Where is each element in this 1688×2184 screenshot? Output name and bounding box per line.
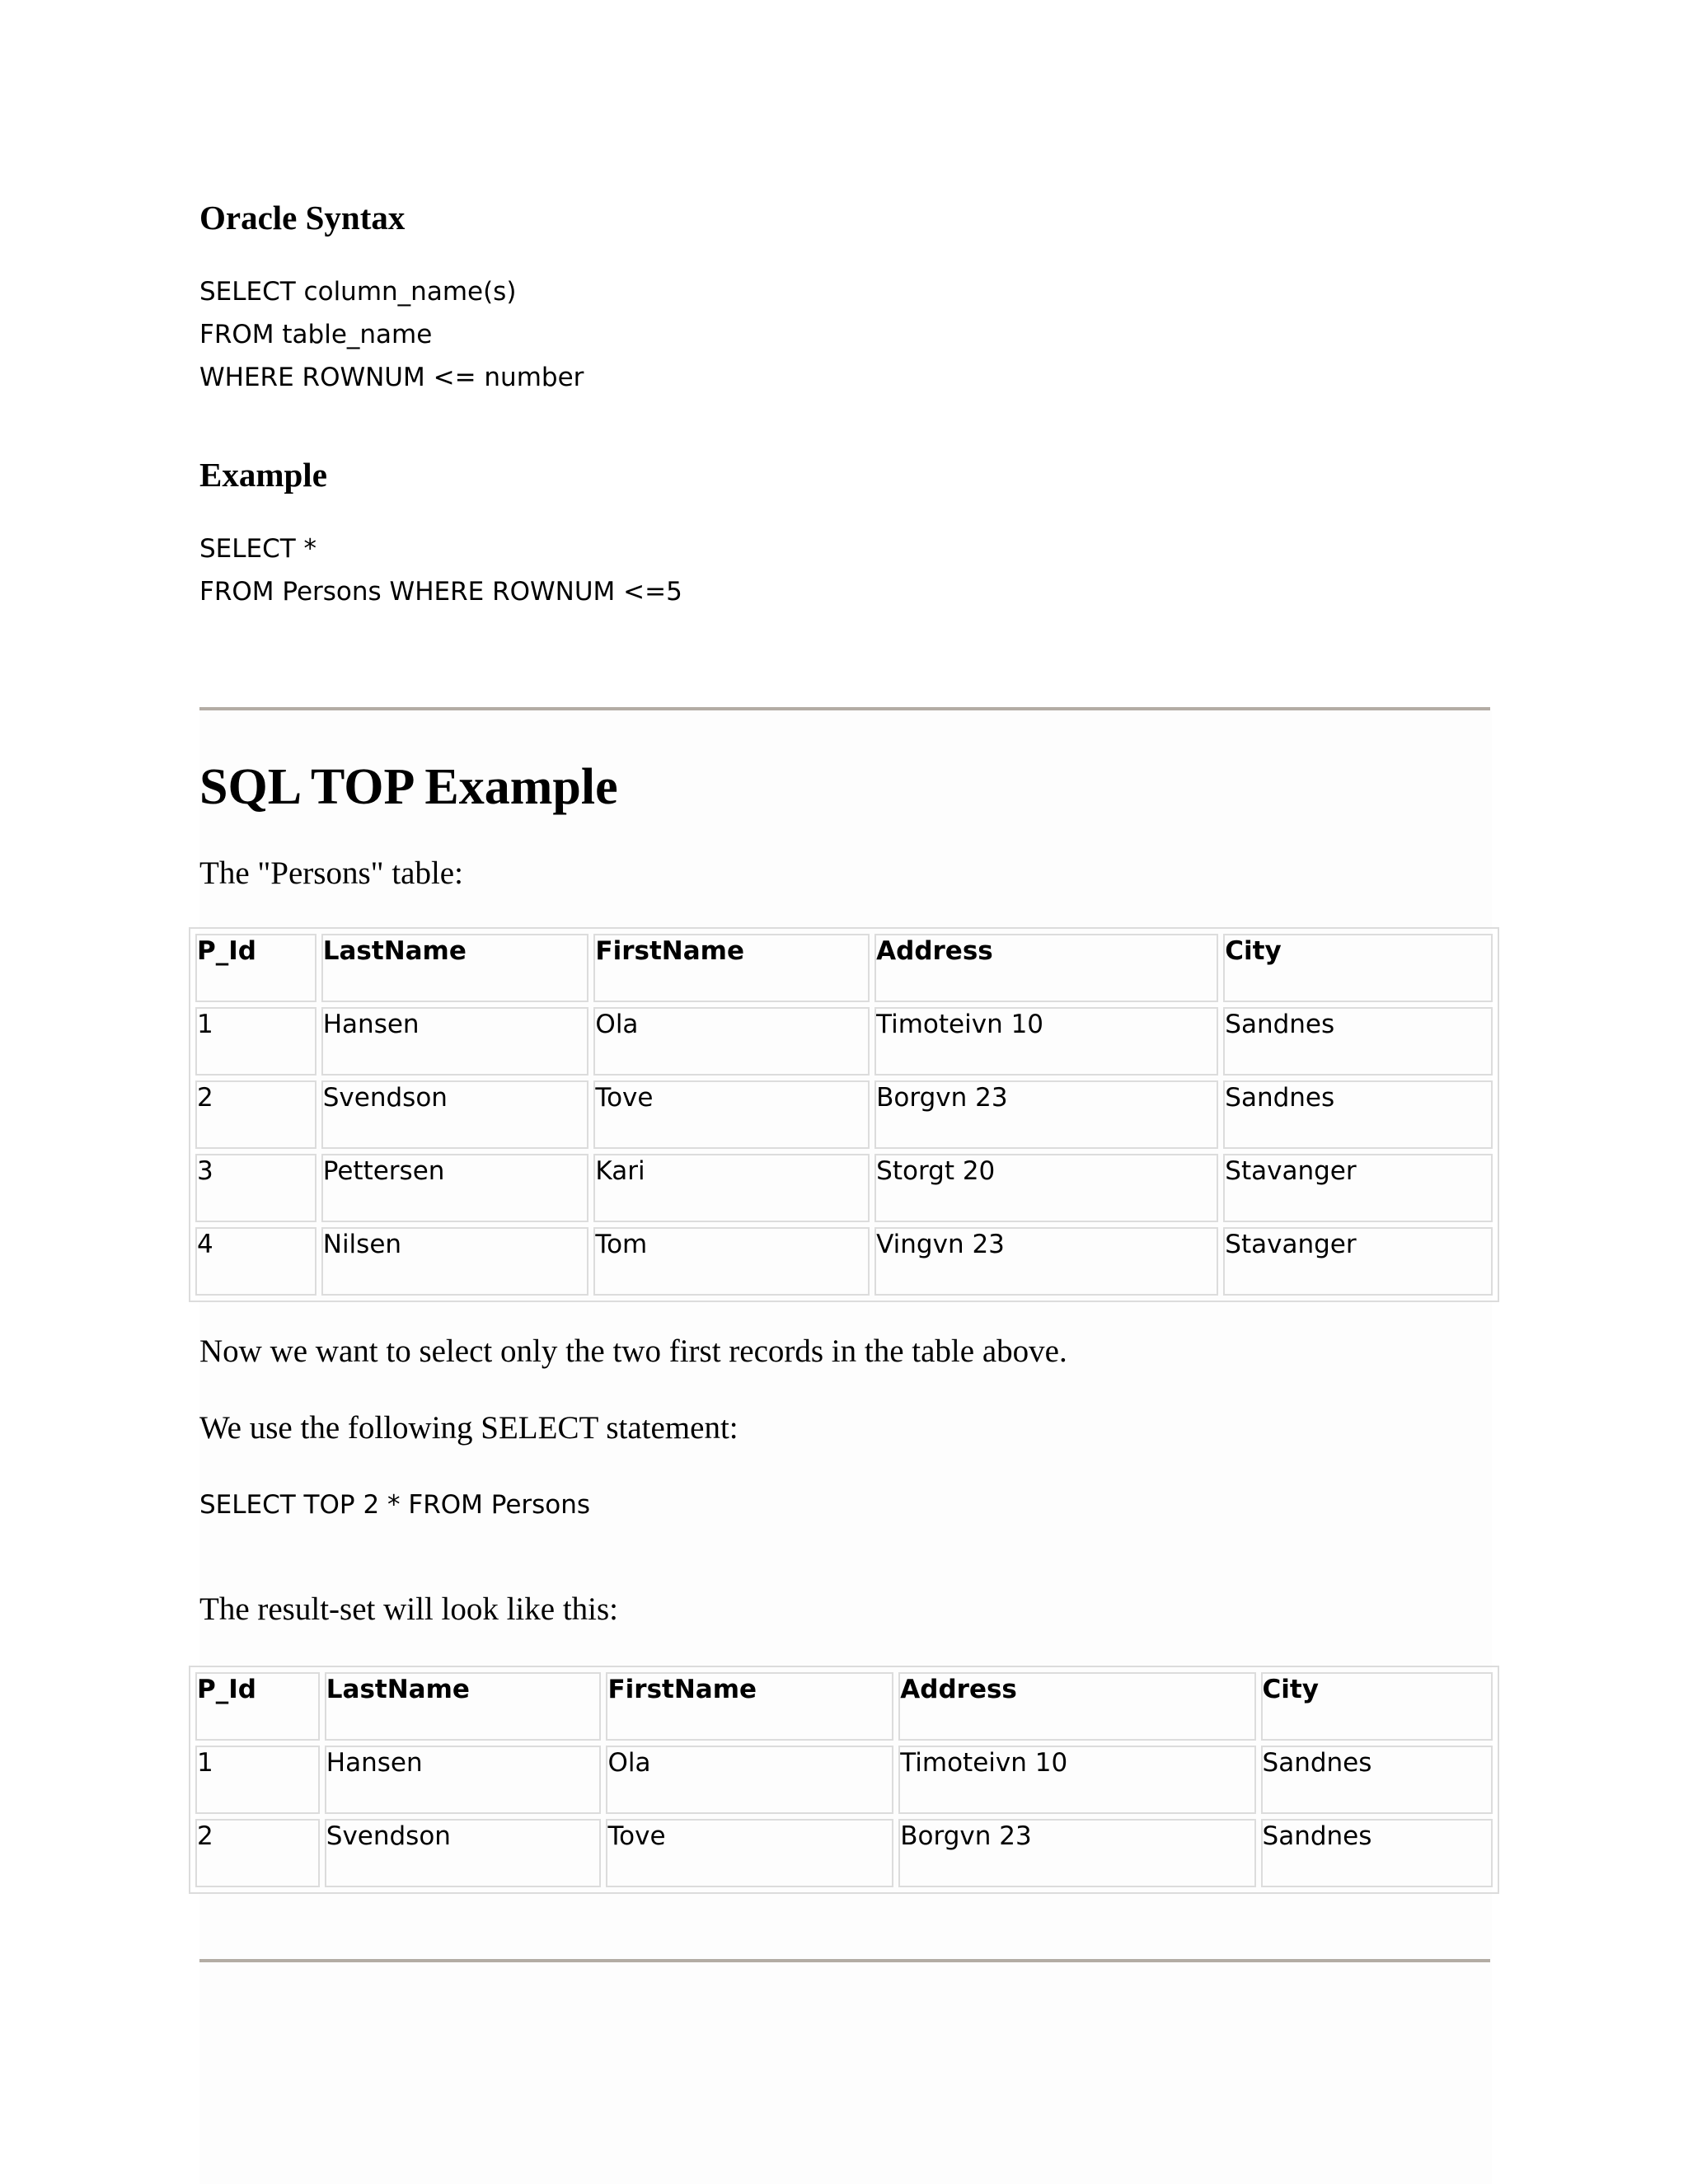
table-cell: 1	[195, 1007, 316, 1076]
table-cell: Pettersen	[321, 1154, 589, 1222]
table-row	[195, 1154, 1493, 1222]
table-cell: Sandnes	[1223, 1007, 1493, 1076]
table-cell: Borgvn 23	[874, 1080, 1218, 1149]
horizontal-rule	[199, 1959, 1490, 1962]
code-line: SELECT TOP 2 * FROM Persons	[199, 1490, 591, 1520]
code-line: FROM Persons WHERE ROWNUM <=5	[199, 577, 682, 607]
column-header: Address	[898, 1672, 1255, 1741]
oracle-syntax-heading: Oracle Syntax	[199, 199, 406, 237]
table-cell: Tove	[593, 1080, 870, 1149]
oracle-syntax-code	[199, 270, 584, 399]
column-header: LastName	[325, 1672, 602, 1741]
column-header: P_Id	[195, 1672, 320, 1741]
column-header: P_Id	[195, 934, 316, 1002]
table-cell: 4	[195, 1227, 316, 1296]
code-line: FROM table_name	[199, 320, 433, 349]
table-cell: Sandnes	[1261, 1819, 1493, 1887]
statement-intro-text: We use the following SELECT statement:	[199, 1410, 738, 1446]
column-header: FirstName	[606, 1672, 893, 1741]
table-header-row	[195, 1672, 1493, 1741]
table-row	[195, 1227, 1493, 1296]
select-top-code	[199, 1483, 590, 1526]
result-set-intro: The result-set will look like this:	[199, 1591, 619, 1627]
column-header: Address	[874, 934, 1218, 1002]
table-cell: Storgt 20	[874, 1154, 1218, 1222]
code-line: SELECT column_name(s)	[199, 277, 517, 307]
table-cell: 3	[195, 1154, 316, 1222]
table-cell: 2	[195, 1819, 320, 1887]
explanation-text: Now we want to select only the two first records in the table above.	[199, 1333, 1067, 1369]
column-header: City	[1261, 1672, 1493, 1741]
page-title: SQL TOP Example	[199, 759, 618, 815]
table-cell: Sandnes	[1261, 1746, 1493, 1814]
persons-table	[189, 927, 1499, 1302]
example-heading: Example	[199, 456, 327, 494]
table-cell: Kari	[593, 1154, 870, 1222]
table-cell: Ola	[606, 1746, 893, 1814]
table-cell: Hansen	[321, 1007, 589, 1076]
code-line: SELECT *	[199, 534, 317, 564]
table-cell: Ola	[593, 1007, 870, 1076]
persons-table-intro: The "Persons" table:	[199, 855, 463, 891]
table-cell: 2	[195, 1080, 316, 1149]
table-cell: Nilsen	[321, 1227, 589, 1296]
table-cell: 1	[195, 1746, 320, 1814]
table-row	[195, 1007, 1493, 1076]
table-cell: Hansen	[325, 1746, 602, 1814]
table-cell: Tove	[606, 1819, 893, 1887]
table-cell: Timoteivn 10	[874, 1007, 1218, 1076]
table-cell: Svendson	[321, 1080, 589, 1149]
example-code	[199, 527, 682, 613]
table-row	[195, 1819, 1493, 1887]
table-row	[195, 1080, 1493, 1149]
column-header: City	[1223, 934, 1493, 1002]
table-cell: Timoteivn 10	[898, 1746, 1255, 1814]
column-header: LastName	[321, 934, 589, 1002]
code-line: WHERE ROWNUM <= number	[199, 363, 584, 392]
table-cell: Sandnes	[1223, 1080, 1493, 1149]
horizontal-rule	[199, 707, 1490, 710]
table-cell: Stavanger	[1223, 1227, 1493, 1296]
table-header-row	[195, 934, 1493, 1002]
table-cell: Vingvn 23	[874, 1227, 1218, 1296]
table-cell: Stavanger	[1223, 1154, 1493, 1222]
result-table	[189, 1666, 1499, 1894]
table-cell: Svendson	[325, 1819, 602, 1887]
table-row	[195, 1746, 1493, 1814]
table-cell: Tom	[593, 1227, 870, 1296]
table-cell: Borgvn 23	[898, 1819, 1255, 1887]
column-header: FirstName	[593, 934, 870, 1002]
